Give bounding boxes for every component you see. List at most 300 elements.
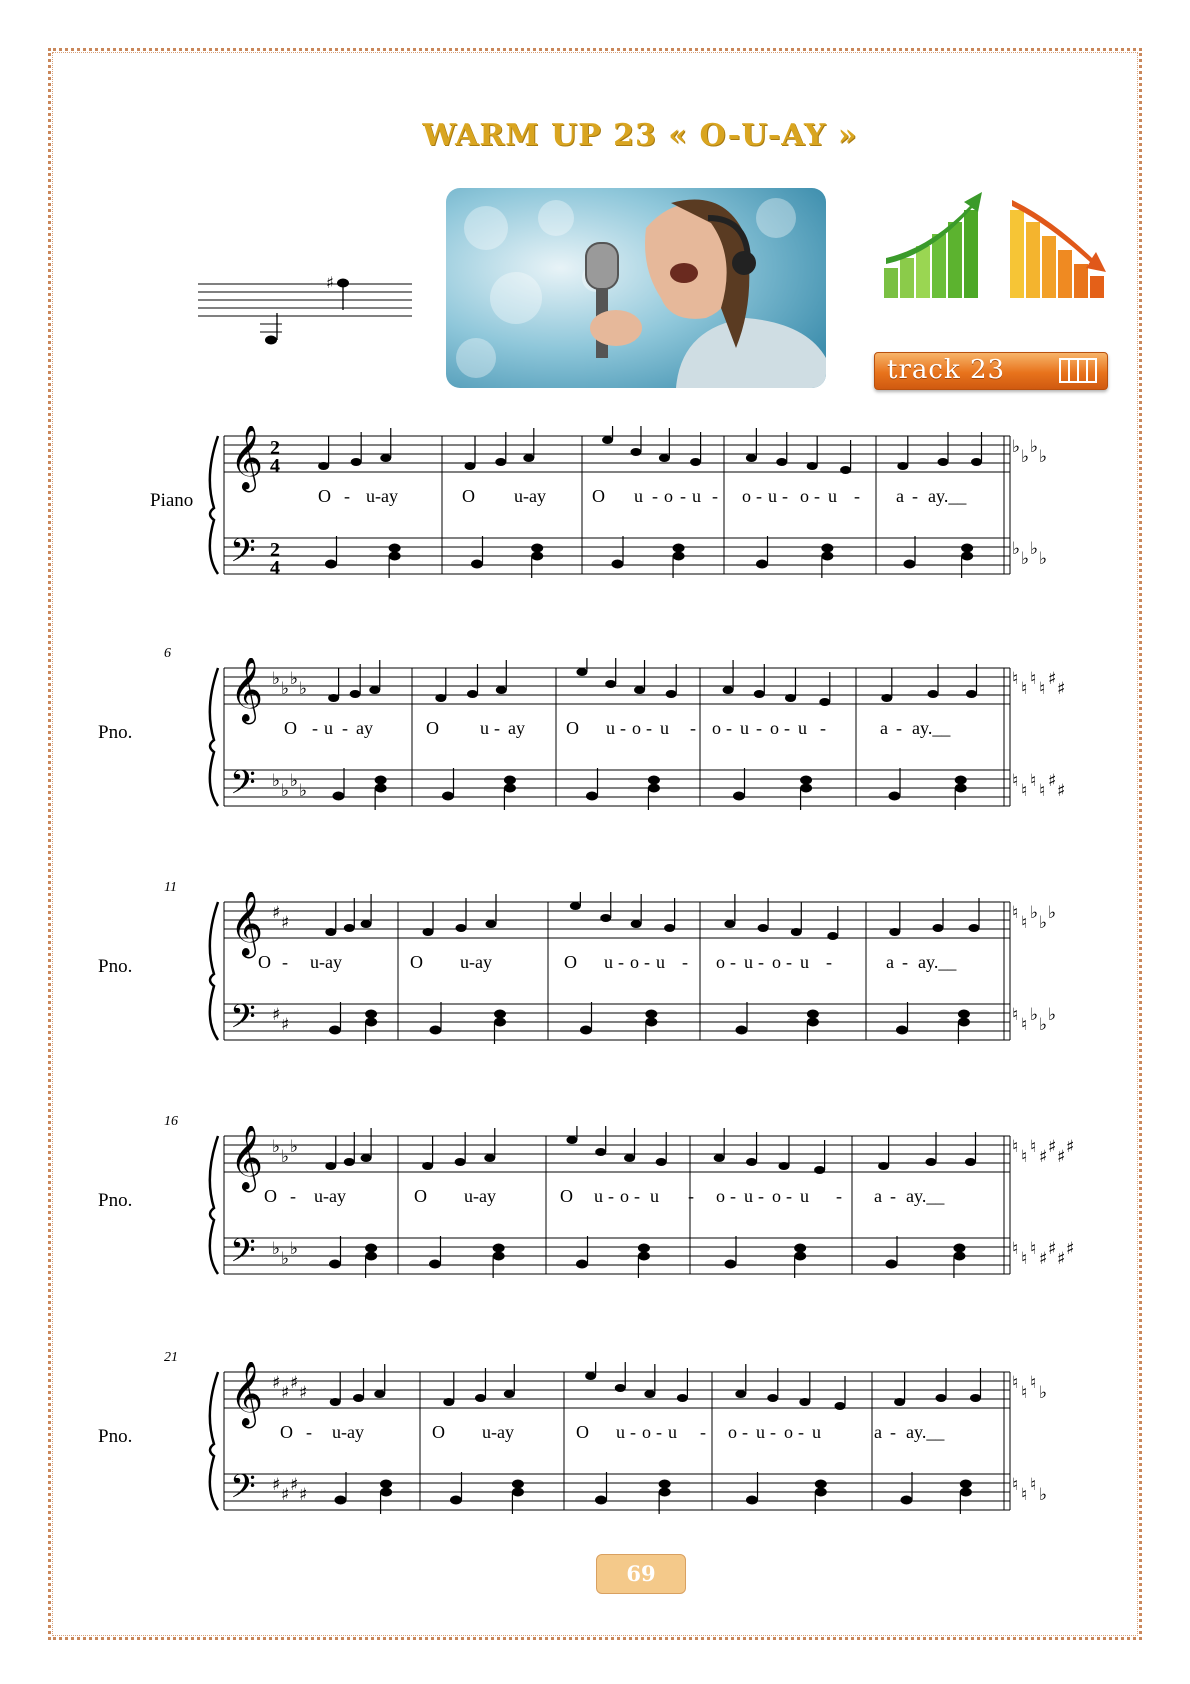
key-signature-accidental: ♭ bbox=[1039, 1383, 1048, 1403]
key-signature-accidental: ♮ bbox=[1030, 1239, 1037, 1259]
lyric-syllable: - bbox=[836, 1186, 842, 1206]
rising-bars-icon bbox=[884, 192, 982, 298]
lyric-syllable: ay bbox=[356, 718, 373, 738]
lyric-syllable: o bbox=[712, 718, 721, 738]
key-signature-accidental: ♯ bbox=[281, 1485, 290, 1505]
key-signature-accidental: ♯ bbox=[290, 1373, 299, 1393]
key-signature-accidental: ♭ bbox=[281, 781, 290, 801]
treble-note bbox=[664, 924, 675, 932]
lyric-syllable: - bbox=[608, 1186, 614, 1206]
lyric-syllable: a bbox=[874, 1422, 882, 1442]
lyric-syllable: - bbox=[756, 718, 762, 738]
bass-note bbox=[595, 1496, 607, 1505]
treble-note bbox=[361, 920, 372, 928]
lyric-syllable: - bbox=[742, 1422, 748, 1442]
lyric-syllable: - bbox=[652, 486, 658, 506]
lyric-syllable: o bbox=[630, 952, 639, 972]
instrument-label: Pno. bbox=[98, 956, 133, 977]
lyric-syllable: ay.__ bbox=[906, 1186, 945, 1206]
treble-note bbox=[894, 1398, 905, 1406]
lyric-syllable: - bbox=[680, 486, 686, 506]
lyric-syllable: ay.__ bbox=[918, 952, 957, 972]
lyric-syllable: a bbox=[874, 1186, 882, 1206]
lyric-syllable: u bbox=[668, 1422, 677, 1442]
key-signature-accidental: ♯ bbox=[1057, 679, 1066, 699]
lyric-syllable: O bbox=[264, 1186, 277, 1206]
treble-note bbox=[881, 694, 892, 702]
key-signature-accidental: ♭ bbox=[272, 1239, 281, 1259]
lyric-syllable: o bbox=[784, 1422, 793, 1442]
lyric-syllable: o bbox=[772, 1186, 781, 1206]
lyric-syllable: - bbox=[306, 1422, 312, 1442]
lyric-syllable: - bbox=[758, 952, 764, 972]
lyric-syllable: u-ay bbox=[314, 1186, 346, 1206]
bass-note bbox=[504, 784, 516, 793]
lyric-syllable: - bbox=[896, 718, 902, 738]
key-signature-accidental: ♭ bbox=[1030, 1005, 1039, 1025]
lyric-syllable: o bbox=[772, 952, 781, 972]
treble-note bbox=[496, 686, 507, 694]
bass-note bbox=[746, 1496, 758, 1505]
lyric-syllable: o bbox=[620, 1186, 629, 1206]
treble-note bbox=[933, 924, 944, 932]
lyric-syllable: - bbox=[656, 1422, 662, 1442]
key-signature-accidental: ♯ bbox=[1048, 1239, 1057, 1259]
treble-note bbox=[666, 690, 677, 698]
lyric-syllable: ay bbox=[508, 718, 525, 738]
treble-note bbox=[353, 1394, 364, 1402]
lyric-syllable: - bbox=[820, 718, 826, 738]
lyric-syllable: u bbox=[594, 1186, 603, 1206]
lyric-syllable: - bbox=[634, 1186, 640, 1206]
instrument-label: Pno. bbox=[98, 722, 133, 743]
treble-note bbox=[814, 1166, 825, 1174]
bass-note bbox=[901, 1496, 913, 1505]
lyric-syllable: o bbox=[664, 486, 673, 506]
bass-note bbox=[800, 784, 812, 793]
bass-note bbox=[733, 792, 745, 801]
treble-note bbox=[486, 920, 497, 928]
treble-note bbox=[644, 1390, 655, 1398]
key-signature-accidental: ♯ bbox=[1048, 669, 1057, 689]
key-signature-accidental: ♯ bbox=[290, 1475, 299, 1495]
treble-note bbox=[595, 1148, 606, 1156]
lyric-syllable: u bbox=[768, 486, 777, 506]
bass-note bbox=[953, 1252, 965, 1261]
treble-note bbox=[495, 458, 506, 466]
lyric-syllable: u-ay bbox=[332, 1422, 364, 1442]
bass-clef: 𝄢 bbox=[230, 998, 256, 1044]
key-signature-accidental: ♯ bbox=[1039, 1147, 1048, 1167]
bass-note bbox=[325, 560, 337, 569]
key-signature-accidental: ♭ bbox=[299, 679, 308, 699]
bass-note bbox=[531, 552, 543, 561]
lyric-syllable: a bbox=[896, 486, 904, 506]
lyric-syllable: u bbox=[812, 1422, 821, 1442]
lyric-syllable: - bbox=[620, 718, 626, 738]
key-signature-accidental: ♯ bbox=[272, 903, 281, 923]
treble-note bbox=[746, 454, 757, 462]
lyric-syllable: O bbox=[426, 718, 439, 738]
lyric-syllable: u bbox=[634, 486, 643, 506]
key-signature-accidental: ♭ bbox=[272, 669, 281, 689]
treble-staff bbox=[224, 1136, 1010, 1172]
piano-keys-icon bbox=[1059, 358, 1097, 383]
key-signature-accidental: ♯ bbox=[281, 1383, 290, 1403]
vocal-range-staff bbox=[198, 268, 418, 348]
key-signature-accidental: ♭ bbox=[299, 781, 308, 801]
treble-note bbox=[605, 680, 616, 688]
bass-note bbox=[638, 1252, 650, 1261]
lyric-syllable: - bbox=[312, 718, 318, 738]
key-signature-accidental: ♭ bbox=[1048, 1005, 1057, 1025]
key-signature-accidental: ♯ bbox=[1048, 771, 1057, 791]
key-signature-accidental: ♯ bbox=[1057, 1147, 1066, 1167]
key-signature-accidental: ♭ bbox=[1039, 913, 1048, 933]
key-signature-accidental: ♭ bbox=[272, 771, 281, 791]
key-signature-accidental: ♭ bbox=[290, 1137, 299, 1157]
treble-note bbox=[840, 466, 851, 474]
treble-note bbox=[928, 690, 939, 698]
key-signature-accidental: ♯ bbox=[299, 1485, 308, 1505]
key-signature-accidental: ♮ bbox=[1012, 1373, 1019, 1393]
key-signature-accidental: ♭ bbox=[1021, 549, 1030, 569]
lyric-syllable: - bbox=[784, 718, 790, 738]
treble-note bbox=[735, 1390, 746, 1398]
treble-note bbox=[970, 1394, 981, 1402]
treble-note bbox=[380, 454, 391, 462]
bass-clef: 𝄢 bbox=[230, 532, 256, 578]
measure-number: 21 bbox=[164, 1350, 178, 1365]
treble-note bbox=[624, 1154, 635, 1162]
lyric-syllable: u-ay bbox=[464, 1186, 496, 1206]
lyric-syllable: - bbox=[814, 486, 820, 506]
treble-note bbox=[602, 436, 613, 444]
treble-staff bbox=[224, 436, 1010, 472]
lyric-syllable: - bbox=[798, 1422, 804, 1442]
treble-note bbox=[344, 924, 355, 932]
lyric-syllable: O bbox=[414, 1186, 427, 1206]
treble-note bbox=[361, 1154, 372, 1162]
bass-note bbox=[586, 792, 598, 801]
bass-note bbox=[659, 1488, 671, 1497]
treble-note bbox=[351, 458, 362, 466]
bass-note bbox=[375, 784, 387, 793]
key-signature-accidental: ♭ bbox=[1039, 447, 1048, 467]
lyric-syllable: - bbox=[282, 952, 288, 972]
treble-note bbox=[523, 454, 534, 462]
lyric-syllable: u bbox=[616, 1422, 625, 1442]
lyric-syllable: - bbox=[618, 952, 624, 972]
lyric-syllable: u bbox=[604, 952, 613, 972]
lyric-syllable: O bbox=[410, 952, 423, 972]
key-signature-accidental: ♮ bbox=[1021, 1383, 1028, 1403]
treble-note bbox=[938, 458, 949, 466]
bass-note bbox=[442, 792, 454, 801]
lyric-syllable: - bbox=[290, 1186, 296, 1206]
key-signature-accidental: ♯ bbox=[281, 913, 290, 933]
key-signature-accidental: ♭ bbox=[1030, 903, 1039, 923]
lyric-syllable: u-ay bbox=[366, 486, 398, 506]
treble-note bbox=[330, 1398, 341, 1406]
measure-number: 6 bbox=[164, 646, 171, 661]
treble-note bbox=[465, 462, 476, 470]
lyric-syllable: u-ay bbox=[482, 1422, 514, 1442]
singer-photo bbox=[446, 188, 826, 388]
key-signature-accidental: ♮ bbox=[1021, 679, 1028, 699]
score-system bbox=[0, 1362, 1190, 1532]
treble-note bbox=[778, 1162, 789, 1170]
lyric-syllable: u bbox=[798, 718, 807, 738]
lyric-syllable: o bbox=[728, 1422, 737, 1442]
treble-note bbox=[328, 694, 339, 702]
treble-note bbox=[969, 924, 980, 932]
bass-note bbox=[335, 1496, 347, 1505]
lyric-syllable: - bbox=[730, 952, 736, 972]
treble-note bbox=[600, 914, 611, 922]
key-signature-accidental: ♯ bbox=[1057, 781, 1066, 801]
sharp-sign: ♯ bbox=[326, 273, 334, 292]
key-signature-accidental: ♭ bbox=[281, 1147, 290, 1167]
lyric-syllable: - bbox=[712, 486, 718, 506]
measure-number: 11 bbox=[164, 880, 177, 895]
time-signature: 4 bbox=[270, 455, 280, 477]
bass-note bbox=[736, 1026, 748, 1035]
key-signature-accidental: ♮ bbox=[1021, 1147, 1028, 1167]
lyric-syllable: - bbox=[726, 718, 732, 738]
treble-clef: 𝄞 bbox=[230, 892, 264, 956]
lyric-syllable: ay.__ bbox=[928, 486, 967, 506]
bass-note bbox=[389, 552, 401, 561]
bass-note bbox=[329, 1260, 341, 1269]
treble-note bbox=[369, 686, 380, 694]
instrument-label: Pno. bbox=[98, 1190, 133, 1211]
lyric-syllable: u bbox=[800, 952, 809, 972]
lyric-syllable: - bbox=[344, 486, 350, 506]
key-signature-accidental: ♭ bbox=[281, 1249, 290, 1269]
bass-staff bbox=[224, 770, 1010, 806]
page-number: 69 bbox=[596, 1554, 686, 1594]
bass-clef: 𝄢 bbox=[230, 764, 256, 810]
key-signature-accidental: ♮ bbox=[1039, 781, 1046, 801]
bass-note bbox=[961, 552, 973, 561]
lyric-syllable: O bbox=[564, 952, 577, 972]
lyric-syllable: O bbox=[284, 718, 297, 738]
lyric-syllable: - bbox=[826, 952, 832, 972]
key-signature-accidental: ♭ bbox=[1012, 539, 1021, 559]
falling-bars-icon bbox=[1010, 200, 1106, 298]
lyric-syllable: u-ay bbox=[460, 952, 492, 972]
lyric-syllable: - bbox=[758, 1186, 764, 1206]
key-signature-accidental: ♭ bbox=[290, 669, 299, 689]
lyric-syllable: o bbox=[770, 718, 779, 738]
score-system bbox=[0, 1126, 1190, 1296]
key-signature-accidental: ♭ bbox=[1039, 1485, 1048, 1505]
treble-note bbox=[435, 694, 446, 702]
page-title: WARM UP 23 « O-U-AY » bbox=[422, 118, 858, 153]
key-signature-accidental: ♮ bbox=[1030, 1475, 1037, 1495]
lyric-syllable: - bbox=[682, 952, 688, 972]
bass-staff bbox=[224, 1474, 1010, 1510]
lyric-syllable: - bbox=[630, 1422, 636, 1442]
lyric-syllable: - bbox=[494, 718, 500, 738]
treble-note bbox=[878, 1162, 889, 1170]
key-signature-accidental: ♮ bbox=[1012, 1475, 1019, 1495]
lyric-syllable: u bbox=[828, 486, 837, 506]
treble-note bbox=[677, 1394, 688, 1402]
lyric-syllable: u bbox=[650, 1186, 659, 1206]
treble-note bbox=[570, 902, 581, 910]
bass-note bbox=[960, 1488, 972, 1497]
key-signature-accidental: ♮ bbox=[1012, 1137, 1019, 1157]
treble-note bbox=[422, 1162, 433, 1170]
lyric-syllable: a bbox=[886, 952, 894, 972]
key-signature-accidental: ♯ bbox=[281, 1015, 290, 1035]
treble-note bbox=[791, 928, 802, 936]
treble-note bbox=[690, 458, 701, 466]
treble-note bbox=[585, 1372, 596, 1380]
key-signature-accidental: ♮ bbox=[1030, 669, 1037, 689]
lyric-syllable: - bbox=[730, 1186, 736, 1206]
key-signature-accidental: ♮ bbox=[1012, 903, 1019, 923]
bass-note bbox=[958, 1018, 970, 1027]
measure-number: 16 bbox=[164, 1114, 178, 1129]
lyric-syllable: - bbox=[890, 1422, 896, 1442]
lyric-syllable: u bbox=[744, 1186, 753, 1206]
key-signature-accidental: ♭ bbox=[281, 679, 290, 699]
lyric-syllable: O bbox=[566, 718, 579, 738]
treble-note bbox=[746, 1158, 757, 1166]
lyric-syllable: o bbox=[642, 1422, 651, 1442]
treble-note bbox=[776, 458, 787, 466]
lyric-syllable: u bbox=[606, 718, 615, 738]
key-signature-accidental: ♯ bbox=[299, 1383, 308, 1403]
key-signature-accidental: ♮ bbox=[1021, 1485, 1028, 1505]
lyric-syllable: O bbox=[258, 952, 271, 972]
bass-note bbox=[429, 1260, 441, 1269]
key-signature-accidental: ♭ bbox=[1030, 539, 1039, 559]
treble-note bbox=[785, 694, 796, 702]
system-brace bbox=[210, 436, 218, 574]
instrument-label: Piano bbox=[150, 490, 194, 511]
treble-note bbox=[889, 928, 900, 936]
treble-note bbox=[714, 1154, 725, 1162]
bass-clef: 𝄢 bbox=[230, 1468, 256, 1514]
lyric-syllable: o bbox=[742, 486, 751, 506]
key-signature-accidental: ♮ bbox=[1021, 781, 1028, 801]
lyric-syllable: ay.__ bbox=[912, 718, 951, 738]
key-signature-accidental: ♯ bbox=[272, 1373, 281, 1393]
bass-note bbox=[896, 1026, 908, 1035]
instrument-label: Pno. bbox=[98, 1426, 133, 1447]
treble-note bbox=[659, 454, 670, 462]
score-system bbox=[0, 892, 1190, 1062]
treble-note bbox=[936, 1394, 947, 1402]
bass-note bbox=[648, 784, 660, 793]
track-label: track 23 bbox=[887, 355, 1006, 385]
lyric-syllable: - bbox=[902, 952, 908, 972]
bass-note bbox=[380, 1488, 392, 1497]
treble-note bbox=[318, 462, 329, 470]
system-brace bbox=[210, 1372, 218, 1510]
bass-note bbox=[794, 1252, 806, 1261]
bass-note bbox=[580, 1026, 592, 1035]
treble-note bbox=[819, 698, 830, 706]
lyric-syllable: o bbox=[632, 718, 641, 738]
treble-note bbox=[423, 928, 434, 936]
treble-clef: 𝄞 bbox=[230, 1126, 264, 1190]
treble-note bbox=[634, 686, 645, 694]
time-signature: 2 bbox=[270, 539, 280, 561]
key-signature-accidental: ♯ bbox=[272, 1475, 281, 1495]
treble-note bbox=[767, 1394, 778, 1402]
lyric-syllable: O bbox=[432, 1422, 445, 1442]
lyric-syllable: - bbox=[690, 718, 696, 738]
bass-note bbox=[821, 552, 833, 561]
bass-note bbox=[471, 560, 483, 569]
lyric-syllable: O bbox=[280, 1422, 293, 1442]
treble-note bbox=[971, 458, 982, 466]
bass-clef: 𝄢 bbox=[230, 1232, 256, 1278]
bass-note bbox=[494, 1018, 506, 1027]
lyric-syllable: - bbox=[770, 1422, 776, 1442]
chart-icons bbox=[880, 188, 1110, 308]
key-signature-accidental: ♯ bbox=[1066, 1137, 1075, 1157]
lyric-syllable: O bbox=[592, 486, 605, 506]
treble-note bbox=[723, 686, 734, 694]
lyric-syllable: - bbox=[342, 718, 348, 738]
lyric-syllable: u bbox=[756, 1422, 765, 1442]
lyric-syllable: u bbox=[660, 718, 669, 738]
treble-note bbox=[576, 668, 587, 676]
bass-note bbox=[807, 1018, 819, 1027]
treble-note bbox=[656, 1158, 667, 1166]
bass-note bbox=[365, 1252, 377, 1261]
lyric-syllable: u bbox=[744, 952, 753, 972]
system-brace bbox=[210, 1136, 218, 1274]
bass-note bbox=[329, 1026, 341, 1035]
treble-note bbox=[754, 690, 765, 698]
lyric-syllable: O bbox=[318, 486, 331, 506]
treble-note bbox=[374, 1390, 385, 1398]
bass-note bbox=[612, 560, 624, 569]
lyric-syllable: - bbox=[688, 1186, 694, 1206]
key-signature-accidental: ♭ bbox=[1021, 447, 1030, 467]
key-signature-accidental: ♭ bbox=[1012, 437, 1021, 457]
treble-note bbox=[504, 1390, 515, 1398]
bass-note bbox=[493, 1252, 505, 1261]
key-signature-accidental: ♯ bbox=[1057, 1249, 1066, 1269]
lyric-syllable: - bbox=[786, 1186, 792, 1206]
key-signature-accidental: ♭ bbox=[290, 1239, 299, 1259]
key-signature-accidental: ♮ bbox=[1012, 771, 1019, 791]
treble-note bbox=[484, 1154, 495, 1162]
key-signature-accidental: ♯ bbox=[272, 1005, 281, 1025]
treble-note bbox=[631, 920, 642, 928]
lyric-syllable: u bbox=[692, 486, 701, 506]
bass-note bbox=[673, 552, 685, 561]
key-signature-accidental: ♮ bbox=[1039, 679, 1046, 699]
lyric-syllable: ay.__ bbox=[906, 1422, 945, 1442]
key-signature-accidental: ♮ bbox=[1021, 1015, 1028, 1035]
lyric-syllable: u bbox=[656, 952, 665, 972]
play-track-button[interactable] bbox=[874, 352, 1108, 390]
treble-note bbox=[475, 1394, 486, 1402]
key-signature-accidental: ♯ bbox=[1039, 1249, 1048, 1269]
key-signature-accidental: ♮ bbox=[1012, 1005, 1019, 1025]
key-signature-accidental: ♮ bbox=[1012, 1239, 1019, 1259]
lyric-syllable: O bbox=[560, 1186, 573, 1206]
